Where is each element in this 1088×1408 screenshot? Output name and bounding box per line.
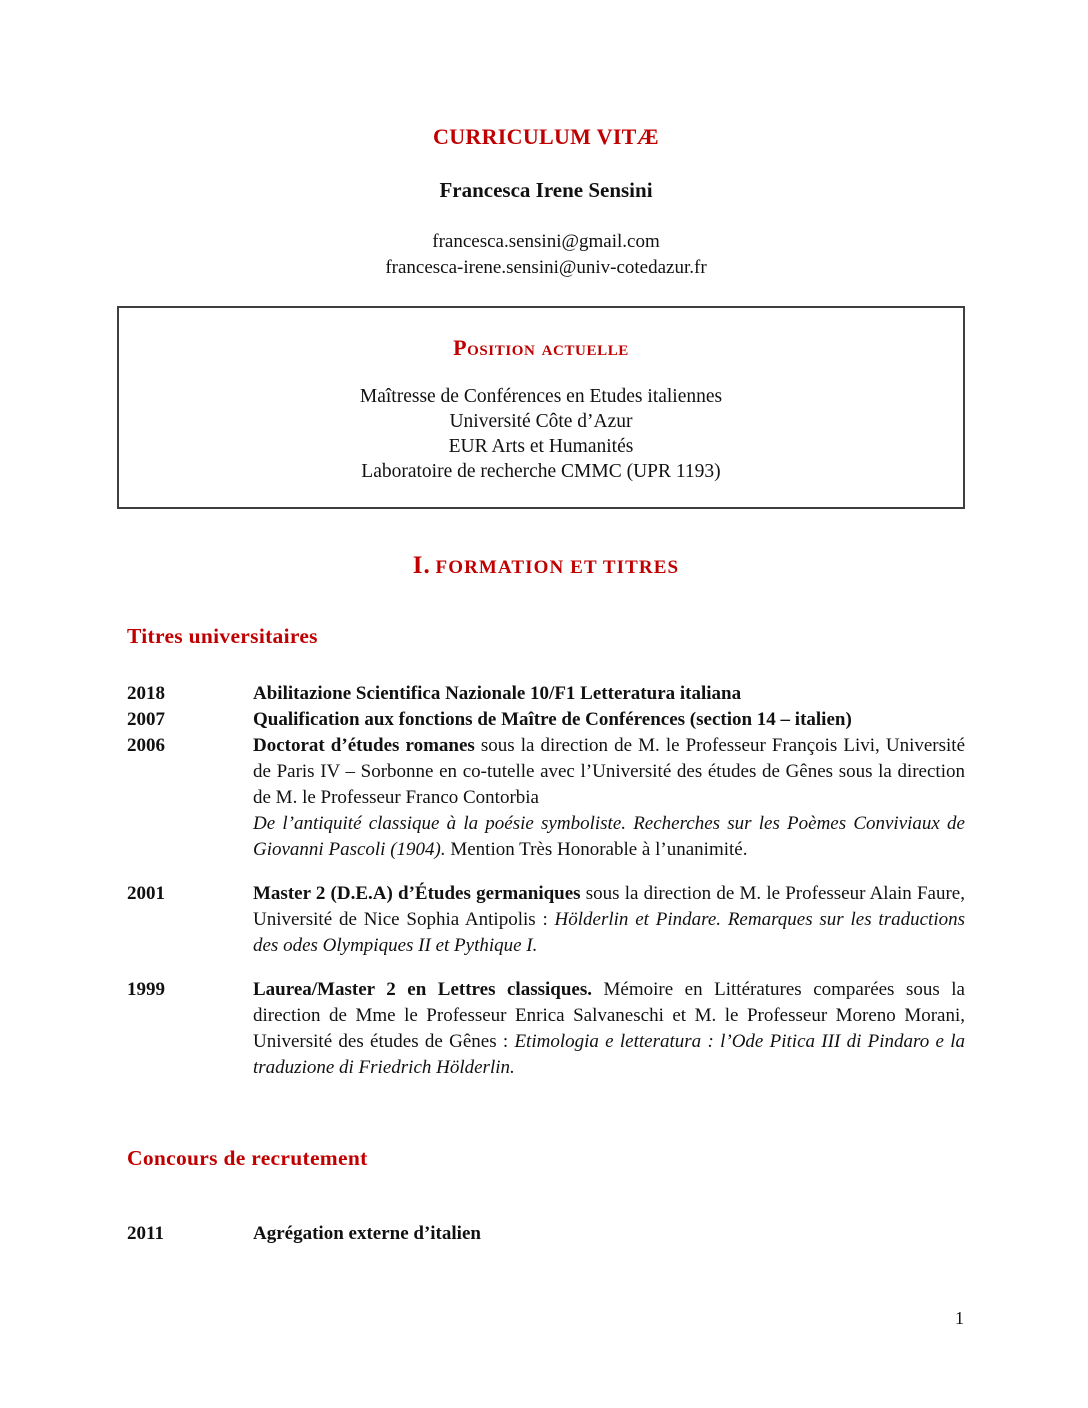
cv-entry	[127, 1221, 965, 1247]
cv-entry	[127, 707, 965, 733]
entry-paragraph	[253, 977, 965, 1081]
entry-paragraph	[253, 1221, 965, 1247]
position-line: Université Côte d’Azur	[449, 411, 633, 432]
entry-year: 2001	[127, 883, 165, 904]
text-segment-bold: Qualification aux fonctions de Maître de Conférences (section 14 – italien)	[253, 709, 852, 730]
section-title-formation	[127, 553, 965, 581]
section-numeral: I.	[412, 552, 431, 579]
subsection-heading: Titres universitaires	[127, 624, 318, 648]
position-box-lines	[119, 384, 963, 484]
entry-paragraph	[253, 733, 965, 811]
entry-paragraph	[253, 707, 965, 733]
entry-year: 1999	[127, 979, 165, 1000]
entry-paragraph	[253, 881, 965, 959]
position-box-heading: Position actuelle	[453, 335, 629, 360]
text-segment-italic: Hölderlin et Pindare. Remarques sur les traductions des odes Olympiques II et Pythique I.	[253, 909, 965, 956]
email-primary: francesca.sensini@gmail.com	[432, 231, 660, 252]
text-segment-bold: Laurea/Master 2 en Lettres classiques.	[253, 979, 592, 1000]
position-line: EUR Arts et Humanités	[448, 436, 634, 457]
cv-entry	[127, 881, 965, 959]
entry-year: 2018	[127, 683, 165, 704]
cv-entry	[127, 977, 965, 1081]
entry-description	[253, 977, 965, 1081]
text-segment-italic: De l’antiquité classique à la poésie symboliste. Recherches sur les Poèmes Conviviaux de Giovanni Pascoli (1904).	[253, 813, 965, 860]
text-segment-regular: sous la direction de M. le Professeur Alain Faure, Université de Nice Sophia Antipolis :	[253, 883, 965, 930]
author-name: Francesca Irene Sensini	[439, 178, 653, 202]
text-segment-regular: sous la direction de M. le Professeur François Livi, Université de Paris IV – Sorbonne en co-tutelle avec l’Université des études de Gênes sous la direction de M. le Professeur Franco Contorbia	[253, 735, 966, 808]
entry-paragraph	[253, 811, 965, 863]
entry-description	[253, 733, 965, 863]
document-header	[127, 124, 965, 281]
subsection-heading: Concours de recrutement	[127, 1146, 368, 1170]
text-segment-italic: Etimologia e letteratura : l’Ode Pitica III di Pindaro e la traduzione di Friedrich Hölderlin.	[253, 1031, 965, 1078]
text-segment-regular: Mention Très Honorable à l’unanimité.	[445, 839, 748, 860]
position-line: Maîtresse de Conférences en Etudes italiennes	[359, 386, 723, 407]
email-block	[127, 229, 965, 281]
entry-description	[253, 707, 965, 733]
section-label: FORMATION ET TITRES	[435, 557, 680, 578]
subsection-titres-universitaires	[127, 623, 965, 1081]
entry-paragraph	[253, 681, 965, 707]
entry-year: 2006	[127, 735, 165, 756]
text-segment-bold: Agrégation externe d’italien	[253, 1223, 481, 1244]
email-secondary: francesca-irene.sensini@univ-cotedazur.fr	[385, 257, 707, 278]
text-segment-regular: Mémoire en Littératures comparées sous la direction de Mme le Professeur Enrica Salvaneschi et M. le Professeur Moreno Morani, Université des études de Gênes :	[253, 979, 965, 1052]
entry-description	[253, 881, 965, 959]
page-number: 1	[955, 1308, 964, 1328]
text-segment-bold: Master 2 (D.E.A) d’Études germaniques	[253, 883, 581, 904]
entry-year: 2011	[127, 1223, 164, 1244]
position-box	[117, 306, 965, 509]
text-segment-bold: Abilitazione Scientifica Nazionale 10/F1 Letteratura italiana	[253, 683, 742, 704]
entry-list	[127, 681, 965, 1081]
entry-description	[253, 681, 965, 707]
document-title: CURRICULUM VITÆ	[433, 124, 659, 149]
entry-description	[253, 1221, 965, 1247]
text-segment-bold: Doctorat d’études romanes	[253, 735, 475, 756]
position-line: Laboratoire de recherche CMMC (UPR 1193)	[361, 461, 721, 482]
entry-year: 2007	[127, 709, 165, 730]
subsection-concours	[127, 1145, 965, 1247]
cv-entry	[127, 733, 965, 863]
cv-entry	[127, 681, 965, 707]
entry-list	[127, 1221, 965, 1247]
